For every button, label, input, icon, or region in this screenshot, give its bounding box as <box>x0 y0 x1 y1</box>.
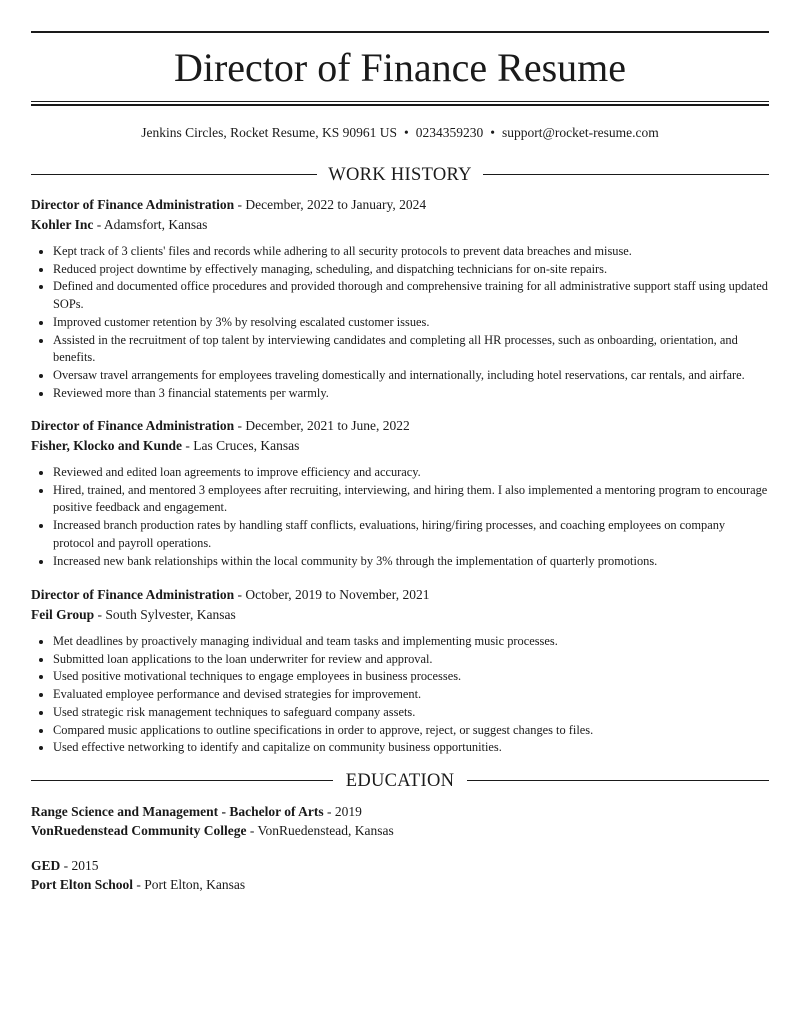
job-bullet: • Met deadlines by proactively managing individual and team tasks and implementing music processes. <box>53 633 769 651</box>
job-title: Director of Finance Administration <box>31 587 235 602</box>
education-year: 2015 <box>71 858 99 873</box>
contact-line <box>31 124 769 142</box>
job-title-line: Director of Finance Administration - December, 2022 to January, 2024 <box>31 197 427 212</box>
job-bullet: • Oversaw travel arrangements for employees traveling domestically and internationally, including hotel reservations, car rentals, and airfare. <box>53 367 769 385</box>
job-bullets <box>31 633 769 757</box>
job-company: Feil Group <box>31 607 95 622</box>
job-bullet: • Submitted loan applications to the loan underwriter for review and approval. <box>53 651 769 669</box>
job-bullet: • Reviewed and edited loan agreements to improve efficiency and accuracy. <box>53 464 769 482</box>
job-bullet: • Hired, trained, and mentored 3 employees after recruiting, interviewing, and hiring them. I also implemented a mentoring program to encourage positive feedback and engagement. <box>53 482 769 517</box>
education-location: Port Elton, Kansas <box>144 877 246 892</box>
job-location: Adamsfort, Kansas <box>103 217 208 232</box>
education-heading <box>31 769 769 793</box>
job-location: Las Cruces, Kansas <box>193 438 300 453</box>
job-bullet: • Increased new bank relationships within the local community by 3% through the implementation of quarterly promotions. <box>53 553 769 571</box>
contact-separator: • <box>404 125 409 140</box>
contact-phone: 0234359230 <box>415 125 484 140</box>
contact-address: Jenkins Circles, Rocket Resume, KS 90961 US <box>141 125 397 140</box>
education-location: VonRuedenstead, Kansas <box>257 823 394 838</box>
education-degree-line: GED - 2015 <box>31 858 99 873</box>
job-location: South Sylvester, Kansas <box>105 607 236 622</box>
job-bullet: • Used strategic risk management techniques to safeguard company assets. <box>53 704 769 722</box>
job-bullet: • Improved customer retention by 3% by resolving escalated customer issues. <box>53 314 769 332</box>
job-dates: October, 2019 to November, 2021 <box>245 587 430 602</box>
job-company: Fisher, Klocko and Kunde <box>31 438 183 453</box>
job-bullet: • Kept track of 3 clients' files and records while adhering to all security protocols to prevent data breaches and misuse. <box>53 243 769 261</box>
top-rule <box>31 31 769 33</box>
contact-email: support@rocket-resume.com <box>501 125 659 140</box>
job-title-line: Director of Finance Administration - October, 2019 to November, 2021 <box>31 587 430 602</box>
job-bullet: • Reduced project downtime by effectively managing, scheduling, and dispatching technicians for on-site repairs. <box>53 261 769 279</box>
job-entry <box>31 585 769 757</box>
job-title: Director of Finance Administration <box>31 418 235 433</box>
section-title: EDUCATION <box>345 771 455 791</box>
job-title-line: Director of Finance Administration - December, 2021 to June, 2022 <box>31 418 410 433</box>
job-bullets <box>31 464 769 570</box>
job-company: Kohler Inc <box>31 217 94 232</box>
section-title: WORK HISTORY <box>328 165 472 185</box>
resume-title: Director of Finance Resume <box>173 45 627 90</box>
job-bullet: • Assisted in the recruitment of top talent by interviewing candidates and completing all HR processes, such as onboarding, orientation, and benefits. <box>53 332 769 367</box>
education-entry <box>31 802 769 840</box>
contact-separator: • <box>490 125 495 140</box>
job-company-line: Feil Group - South Sylvester, Kansas <box>31 607 236 622</box>
job-bullet: • Increased branch production rates by handling staff conflicts, evaluations, hiring/firing processes, and coaching employees on company protocol and payroll operations. <box>53 517 769 552</box>
job-bullets <box>31 243 769 402</box>
job-bullet: • Used effective networking to identify and capitalize on community business opportunities. <box>53 739 769 757</box>
education-school: VonRuedenstead Community College <box>31 823 247 838</box>
education-entry <box>31 856 769 894</box>
title-rule-thick <box>31 104 769 106</box>
title-rule-thin <box>31 101 769 102</box>
education-school-line: Port Elton School - Port Elton, Kansas <box>31 877 246 892</box>
education-degree: Range Science and Management - Bachelor of Arts <box>31 804 324 819</box>
education-school-line: VonRuedenstead Community College - VonRuedenstead, Kansas <box>31 823 394 838</box>
heading-rule-right <box>467 780 769 781</box>
job-entry <box>31 195 769 402</box>
job-bullet: • Used positive motivational techniques to engage employees in business processes. <box>53 668 769 686</box>
education-school: Port Elton School <box>31 877 134 892</box>
education-degree-line: Range Science and Management - Bachelor of Arts - 2019 <box>31 804 362 819</box>
job-title: Director of Finance Administration <box>31 197 235 212</box>
job-bullet: • Defined and documented office procedures and provided thorough and comprehensive training for all administrative support staff using updated SOPs. <box>53 278 769 313</box>
job-company-line: Kohler Inc - Adamsfort, Kansas <box>31 217 208 232</box>
heading-rule-right <box>483 174 769 175</box>
job-entry <box>31 416 769 570</box>
job-dates: December, 2021 to June, 2022 <box>245 418 410 433</box>
education-year: 2019 <box>334 804 362 819</box>
work-history-heading <box>31 163 769 187</box>
education-degree: GED <box>31 858 61 873</box>
job-bullet: • Compared music applications to outline specifications in order to approve, reject, or suggest changes to files. <box>53 722 769 740</box>
job-dates: December, 2022 to January, 2024 <box>245 197 427 212</box>
job-bullet: • Evaluated employee performance and devised strategies for improvement. <box>53 686 769 704</box>
job-bullet: • Reviewed more than 3 financial statements per warmly. <box>53 385 769 403</box>
job-company-line: Fisher, Klocko and Kunde - Las Cruces, Kansas <box>31 438 300 453</box>
